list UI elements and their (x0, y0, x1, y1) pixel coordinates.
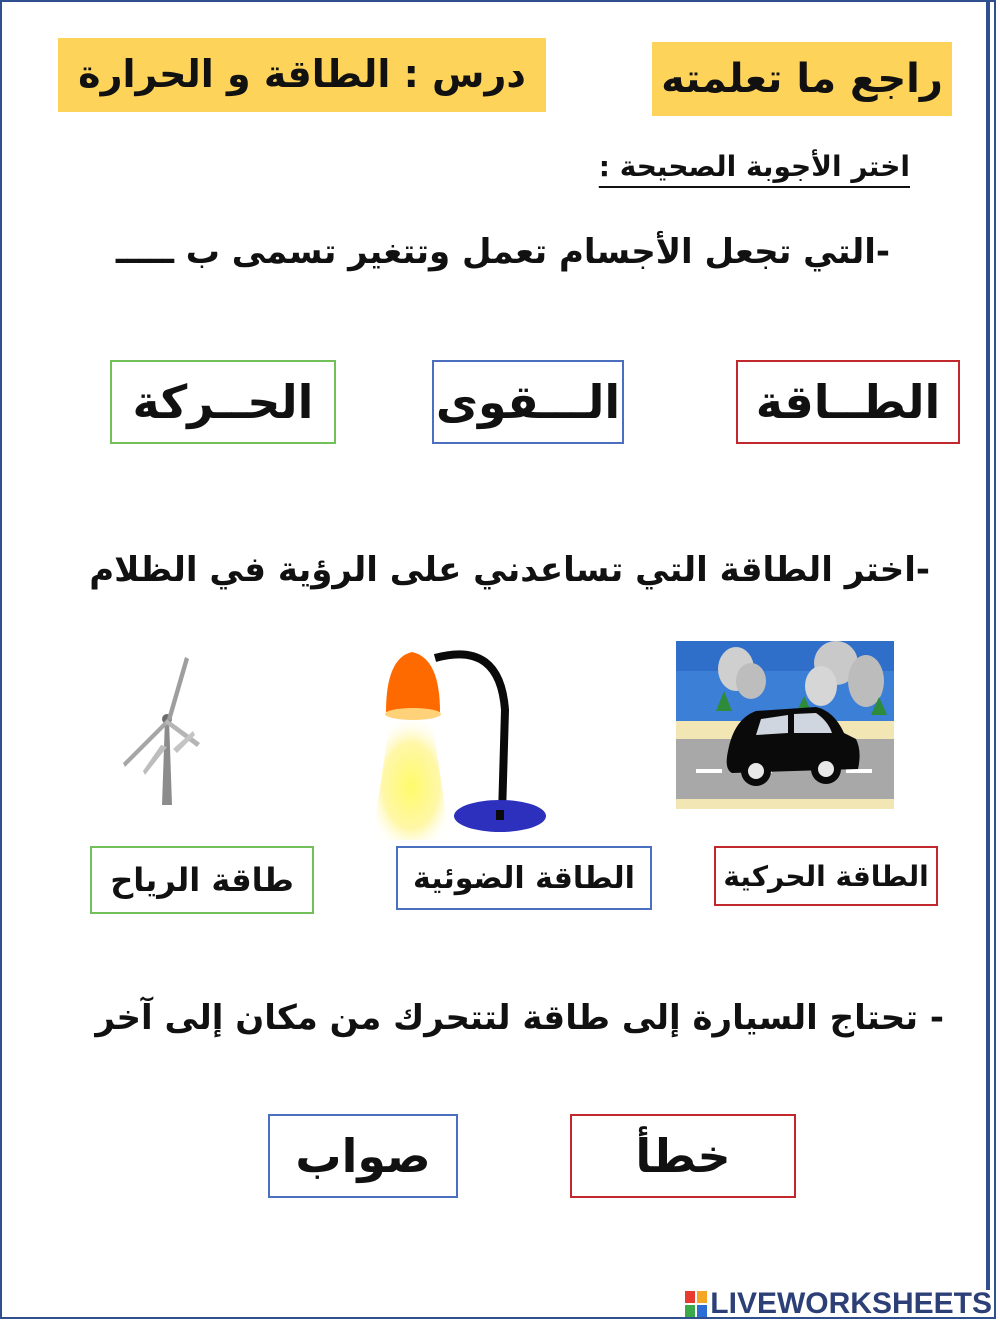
lesson-title-banner (58, 38, 546, 112)
q2-option-wind-energy-label: طاقة الرياح (110, 861, 294, 899)
q1-option-motion[interactable] (110, 360, 336, 444)
q2-option-light-energy[interactable] (396, 846, 652, 910)
liveworksheets-logo-icon (685, 1291, 707, 1317)
q3-option-true-label: صواب (295, 1129, 431, 1183)
lesson-title: درس : الطاقة و الحرارة (78, 52, 526, 96)
instruction-text: اختر الأجوبة الصحيحة : (598, 150, 910, 183)
q1-option-forces[interactable] (432, 360, 624, 444)
q2-option-kinetic-energy-label: الطاقة الحركية (723, 859, 929, 893)
q2-option-wind-energy[interactable] (90, 846, 314, 914)
page-frame-right-rule (986, 0, 990, 1290)
brand-name: LIVEWORKSHEETS (710, 1287, 992, 1320)
wind-turbine-icon (115, 655, 215, 815)
review-banner (652, 42, 952, 116)
liveworksheets-brand (685, 1287, 992, 1321)
q2-option-light-energy-label: الطاقة الضوئية (413, 860, 635, 896)
lamp-icon (360, 640, 560, 840)
q3-option-false-label: خطأ (635, 1129, 731, 1183)
review-label: راجع ما تعلمته (661, 56, 943, 102)
question-1-text: -التي تجعل الأجسام تعمل وتتغير تسمى ب ـــــ (115, 232, 890, 272)
q1-option-energy-label: الطــاقة (755, 375, 941, 429)
q1-option-motion-label: الحــركة (132, 375, 314, 429)
q3-option-true[interactable] (268, 1114, 458, 1198)
q3-option-false[interactable] (570, 1114, 796, 1198)
question-2-text: -اختر الطاقة التي تساعدني على الرؤية في الظلام (89, 550, 930, 590)
q1-option-energy[interactable] (736, 360, 960, 444)
question-3-text: - تحتاج السيارة إلى طاقة لتتحرك من مكان إلى آخر (95, 998, 944, 1038)
q1-option-forces-label: الـــقوى (435, 375, 621, 429)
q2-option-kinetic-energy[interactable] (714, 846, 938, 906)
car-icon (676, 641, 894, 809)
